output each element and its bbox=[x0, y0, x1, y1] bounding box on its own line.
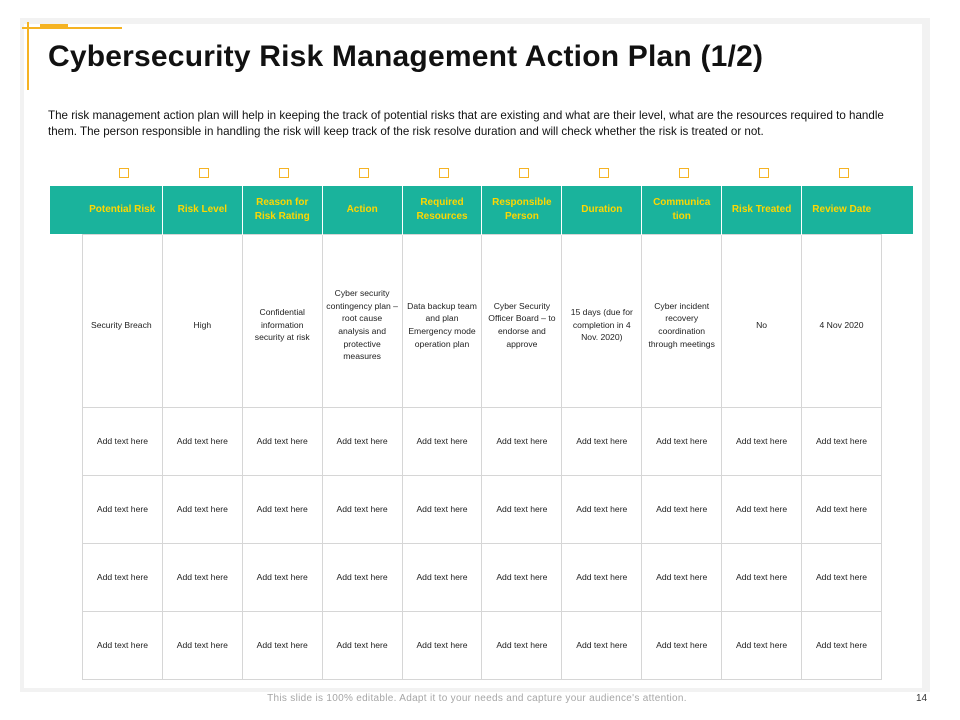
table-cell: Add text here bbox=[642, 476, 722, 544]
table-cell: Add text here bbox=[242, 476, 322, 544]
column-marker bbox=[199, 168, 209, 178]
table-cell: Add text here bbox=[162, 408, 242, 476]
table-cell: Add text here bbox=[322, 408, 402, 476]
table-row bbox=[83, 612, 882, 680]
table-cell: Add text here bbox=[83, 476, 163, 544]
table-cell: 4 Nov 2020 bbox=[802, 243, 882, 408]
column-marker bbox=[119, 168, 129, 178]
column-marker bbox=[599, 168, 609, 178]
header-cell: Responsible Person bbox=[482, 186, 562, 235]
table-cell: Add text here bbox=[242, 408, 322, 476]
table-cell: Add text here bbox=[482, 544, 562, 612]
table-cell: Add text here bbox=[722, 544, 802, 612]
table-cell: Add text here bbox=[322, 544, 402, 612]
header-cell: Required Resources bbox=[402, 186, 482, 235]
table-cell: Add text here bbox=[802, 544, 882, 612]
slide-description: The risk management action plan will help in keeping the track of potential risks that are existing and what are their level, what are the resources required to handle them. The person responsible in handling the risk will keep track of the risk resolve duration and will check whether the risk is treated or not. bbox=[48, 109, 884, 138]
header-cell: Risk Treated bbox=[722, 186, 802, 235]
table-cell: Cyber Security Officer Board – to endorse and approve bbox=[482, 243, 562, 408]
table-cell: Add text here bbox=[83, 612, 163, 680]
page-number: 14 bbox=[916, 693, 928, 704]
table-cell: Cyber incident recovery coordination through meetings bbox=[642, 243, 722, 408]
table-cell: Add text here bbox=[562, 544, 642, 612]
header-cell: Risk Level bbox=[162, 186, 242, 235]
column-marker bbox=[439, 168, 449, 178]
table-cell: Add text here bbox=[322, 476, 402, 544]
column-marker bbox=[359, 168, 369, 178]
table-cell: Add text here bbox=[162, 612, 242, 680]
table-row bbox=[83, 476, 882, 544]
table-cell: Add text here bbox=[402, 476, 482, 544]
table-cell: Add text here bbox=[83, 544, 163, 612]
table-cell: Add text here bbox=[802, 612, 882, 680]
header-cell: Potential Risk bbox=[83, 186, 163, 235]
table-cell: Add text here bbox=[722, 612, 802, 680]
table-cell: 15 days (due for completion in 4 Nov. 2020) bbox=[562, 243, 642, 408]
header-cell: Duration bbox=[562, 186, 642, 235]
table-cell: Add text here bbox=[482, 408, 562, 476]
table-cell: Add text here bbox=[722, 476, 802, 544]
corner-accent-horizontal bbox=[22, 27, 122, 29]
table-cell: Add text here bbox=[402, 612, 482, 680]
header-cell: Reason for Risk Rating bbox=[242, 186, 322, 235]
slide-title: Cybersecurity Risk Management Action Plan (1/2) bbox=[48, 40, 764, 73]
table-cell: Confidential information security at risk bbox=[242, 243, 322, 408]
table-cell: Add text here bbox=[242, 612, 322, 680]
column-markers bbox=[84, 168, 882, 180]
table-cell: Add text here bbox=[322, 612, 402, 680]
table-cell: Add text here bbox=[242, 544, 322, 612]
table-row bbox=[83, 243, 882, 408]
table-cell: Add text here bbox=[482, 612, 562, 680]
table-cell: Data backup team and plan Emergency mode operation plan bbox=[402, 243, 482, 408]
table-cell: Add text here bbox=[402, 408, 482, 476]
column-marker bbox=[759, 168, 769, 178]
table-cell: Add text here bbox=[802, 408, 882, 476]
table-cell: Add text here bbox=[402, 544, 482, 612]
table-cell: Cyber security contingency plan – root cause analysis and protective measures bbox=[322, 243, 402, 408]
table-cell: Add text here bbox=[562, 612, 642, 680]
column-marker bbox=[279, 168, 289, 178]
footer-note: This slide is 100% editable. Adapt it to your needs and capture your audience's attention. bbox=[267, 693, 687, 704]
header-cell: Review Date bbox=[802, 186, 882, 235]
table-cell: Add text here bbox=[162, 544, 242, 612]
corner-accent-vertical bbox=[27, 22, 29, 90]
column-marker bbox=[839, 168, 849, 178]
table-cell: Add text here bbox=[642, 408, 722, 476]
column-marker bbox=[679, 168, 689, 178]
table-cell: Add text here bbox=[83, 408, 163, 476]
column-marker bbox=[519, 168, 529, 178]
table-row bbox=[83, 544, 882, 612]
table-cell: Add text here bbox=[482, 476, 562, 544]
spacer-row bbox=[83, 235, 882, 244]
table-row bbox=[83, 408, 882, 476]
table-cell: Add text here bbox=[162, 476, 242, 544]
table-cell: Add text here bbox=[562, 408, 642, 476]
action-plan-table bbox=[82, 186, 882, 680]
header-cell: Communica tion bbox=[642, 186, 722, 235]
table-cell: Add text here bbox=[562, 476, 642, 544]
table-cell: Add text here bbox=[642, 544, 722, 612]
table-cell: Add text here bbox=[722, 408, 802, 476]
table-cell: Add text here bbox=[802, 476, 882, 544]
table-cell: Security Breach bbox=[83, 243, 163, 408]
table-cell: Add text here bbox=[642, 612, 722, 680]
table-header-row bbox=[83, 186, 882, 235]
header-cell: Action bbox=[322, 186, 402, 235]
table-cell: No bbox=[722, 243, 802, 408]
table-cell: High bbox=[162, 243, 242, 408]
accent-tab bbox=[40, 24, 68, 28]
